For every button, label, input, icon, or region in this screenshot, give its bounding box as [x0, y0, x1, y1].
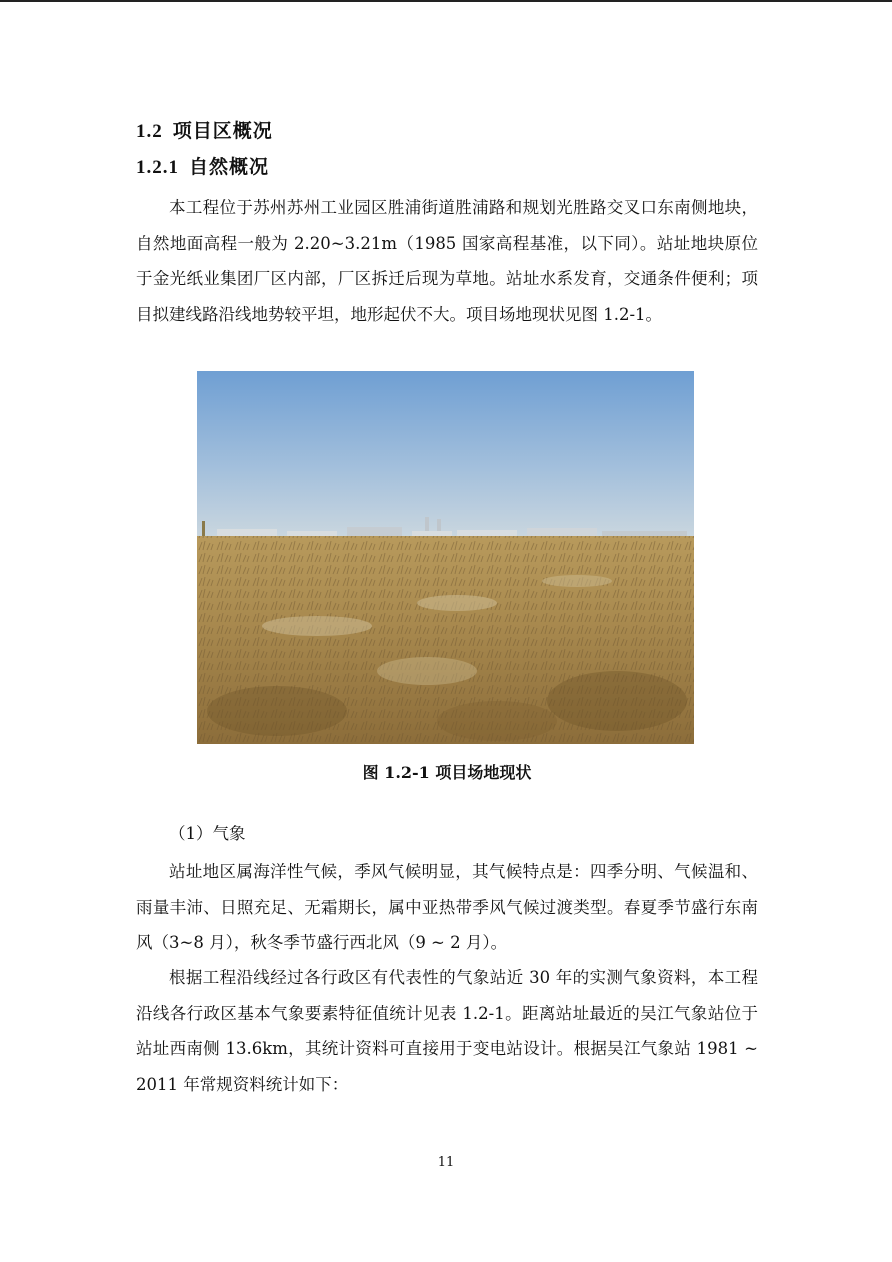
- subsection-title: 自然概况: [189, 156, 270, 178]
- page-number: 11: [437, 1155, 455, 1170]
- section-heading: [136, 116, 273, 143]
- section-title: 项目区概况: [172, 120, 273, 142]
- site-photo: [197, 371, 694, 744]
- section-number: 1.2: [136, 121, 163, 142]
- climate-paragraph: 站址地区属海洋性气候，季风气候明显，其气候特点是：四季分明、气候温和、雨量丰沛、日照充足、无霜期长，属中亚热带季风气候过渡类型。春夏季节盛行东南风（3~8 月），秋冬季节盛行西北风（9 ~ 2 月）。: [136, 862, 758, 952]
- subsection-heading: [136, 152, 269, 179]
- subsection-number: 1.2.1: [136, 157, 179, 178]
- top-border-line: [0, 0, 892, 2]
- natural-overview-paragraph: 本工程位于苏州苏州工业园区胜浦街道胜浦路和规划光胜路交叉口东南侧地块，自然地面高程一般为 2.20~3.21m（1985 国家高程基准，以下同）。站址地块原位于金光纸业集团厂区内部，厂区拆迁后现为草地。站址水系发育，交通条件便利；项目拟建线路沿线地势较平坦，地形起伏不大。项目场地现状见图 1.2-1。: [136, 198, 758, 324]
- climate-subheading: （1）气象: [169, 824, 246, 843]
- figure-caption: 图 1.2-1 项目场地现状: [362, 763, 532, 782]
- weather-station-paragraph: 根据工程沿线经过各行政区有代表性的气象站近 30 年的实测气象资料，本工程沿线各行政区基本气象要素特征值统计见表 1.2-1。距离站址最近的吴江气象站位于站址西南侧 13.6km，其统计资料可直接用于变电站设计。根据吴江气象站 1981 ~ 2011 年常规资料统计如下：: [136, 968, 758, 1094]
